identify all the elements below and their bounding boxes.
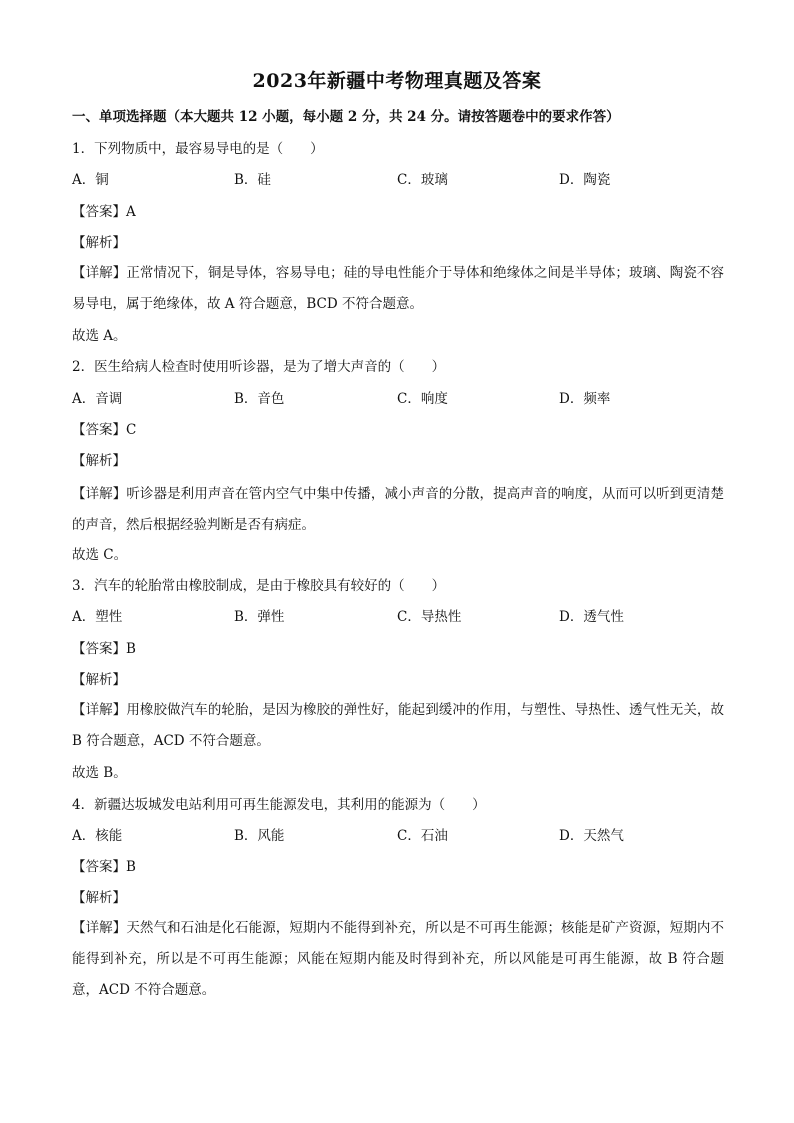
option-d: D．天然气 <box>559 828 624 844</box>
question-2-options <box>72 389 722 409</box>
question-2-stem: 2．医生给病人检查时使用听诊器，是为了增大声音的（ ） <box>72 359 446 375</box>
option-a: A．塑性 <box>72 609 123 625</box>
option-c: C．石油 <box>397 828 448 844</box>
question-4-options <box>72 826 722 846</box>
question-1-stem: 1．下列物质中，最容易导电的是（ ） <box>72 141 324 157</box>
option-b: B．弹性 <box>234 609 285 625</box>
question-1-detail: 【详解】正常情况下，铜是导体，容易导电；硅的导电性能介于导体和绝缘体之间是半导体；玻璃、陶瓷不容易导电，属于绝缘体，故 A 符合题意，BCD 不符合题意。 <box>72 265 724 312</box>
option-c: C．玻璃 <box>397 172 448 188</box>
question-1-conclusion: 故选 A。 <box>72 328 127 344</box>
option-b: B．风能 <box>234 828 285 844</box>
question-2-detail: 【详解】听诊器是利用声音在管内空气中集中传播，减小声音的分散，提高声音的响度，从而可以听到更清楚的声音，然后根据经验判断是否有病症。 <box>72 486 724 533</box>
question-2-conclusion: 故选 C。 <box>72 547 128 563</box>
question-2-answer: 【答案】C <box>72 422 137 438</box>
option-c: C．响度 <box>397 391 448 407</box>
option-d: D．陶瓷 <box>559 172 611 188</box>
section-heading: 一、单项选择题（本大题共 12 小题，每小题 2 分，共 24 分。请按答题卷中的要求作答） <box>72 109 620 125</box>
question-1-answer: 【答案】A <box>72 204 136 220</box>
option-b: B．硅 <box>234 172 271 188</box>
page-title: 2023年新疆中考物理真题及答案 <box>252 70 542 92</box>
option-a: A．音调 <box>72 391 123 407</box>
option-a: A．核能 <box>72 828 123 844</box>
question-4-analysis-label: 【解析】 <box>72 890 126 906</box>
question-4-answer: 【答案】B <box>72 859 136 875</box>
question-4-stem: 4．新疆达坂城发电站利用可再生能源发电，其利用的能源为（ ） <box>72 797 486 813</box>
question-3-stem: 3．汽车的轮胎常由橡胶制成，是由于橡胶具有较好的（ ） <box>72 578 446 594</box>
option-c: C．导热性 <box>397 609 462 625</box>
question-2-analysis-label: 【解析】 <box>72 453 126 469</box>
option-b: B．音色 <box>234 391 285 407</box>
option-d: D．频率 <box>559 391 611 407</box>
question-3-analysis-label: 【解析】 <box>72 672 126 688</box>
question-3-detail: 【详解】用橡胶做汽车的轮胎，是因为橡胶的弹性好，能起到缓冲的作用，与塑性、导热性、透气性无关，故 B 符合题意，ACD 不符合题意。 <box>72 702 724 749</box>
option-a: A．铜 <box>72 172 109 188</box>
question-3-options <box>72 607 722 627</box>
question-3-answer: 【答案】B <box>72 641 136 657</box>
question-4-detail: 【详解】天然气和石油是化石能源，短期内不能得到补充，所以是不可再生能源；核能是矿产资源，短期内不能得到补充，所以是不可再生能源；风能在短期内能及时得到补充，所以风能是可再生能源，故 B 符合题意，ACD 不符合题意。 <box>72 920 724 998</box>
option-d: D．透气性 <box>559 609 624 625</box>
question-3-conclusion: 故选 B。 <box>72 765 127 781</box>
question-1-analysis-label: 【解析】 <box>72 235 126 251</box>
question-1-options <box>72 170 722 190</box>
